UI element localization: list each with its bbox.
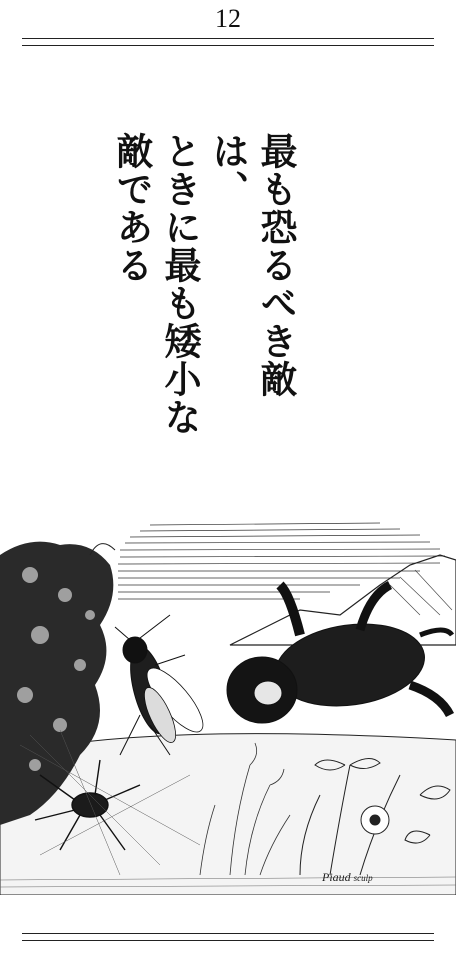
signature-suffix: sculp	[353, 873, 373, 883]
header-rule-upper	[22, 38, 434, 39]
quote-line: 敵である	[110, 132, 154, 284]
footer-rule-lower	[22, 940, 434, 941]
quote-line: ときに最も矮小な	[158, 132, 202, 436]
engraving-illustration	[0, 515, 456, 895]
header-rule-lower	[22, 45, 434, 46]
quote-line: 最も恐るべき敵は、	[206, 132, 298, 398]
quote-text	[110, 132, 300, 472]
footer-rule-upper	[22, 933, 434, 934]
engraver-signature	[322, 870, 373, 885]
lion	[227, 585, 452, 723]
signature-name: Piaud	[322, 870, 351, 884]
page-number: 12	[215, 4, 241, 33]
